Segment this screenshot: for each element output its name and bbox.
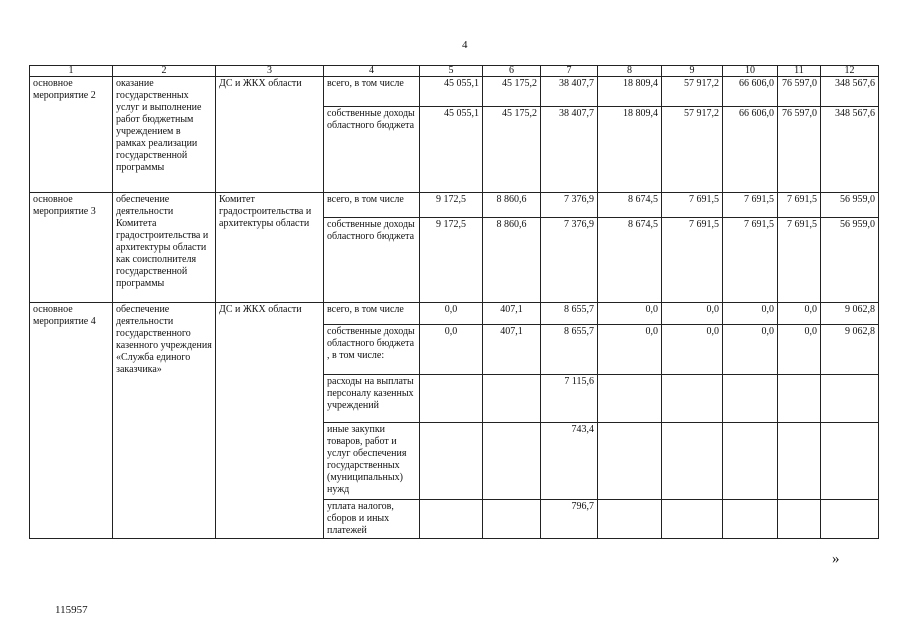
cell-value: 0,0 bbox=[723, 325, 778, 375]
cell-executor: Комитет градостроительства и архитектуры области bbox=[216, 193, 324, 303]
cell-name: обеспечение деятельности Комитета градостроительства и архитектуры области как соисполнителя государственной программы bbox=[113, 193, 216, 303]
cell-value: 7 376,9 bbox=[541, 193, 598, 218]
cell-value: 348 567,6 bbox=[821, 77, 879, 107]
header-cell: 8 bbox=[598, 66, 662, 77]
table-row bbox=[30, 303, 879, 325]
cell-value: 8 860,6 bbox=[483, 193, 541, 218]
cell-value bbox=[662, 423, 723, 500]
cell-value: 8 655,7 bbox=[541, 325, 598, 375]
cell-funding-source: собственные доходы областного бюджета bbox=[324, 107, 420, 193]
cell-value: 7 691,5 bbox=[778, 218, 821, 303]
cell-value bbox=[420, 375, 483, 423]
cell-value: 57 917,2 bbox=[662, 107, 723, 193]
header-cell: 1 bbox=[30, 66, 113, 77]
table-row bbox=[30, 193, 879, 218]
header-cell: 4 bbox=[324, 66, 420, 77]
cell-name: обеспечение деятельности государственного казенного учреждения «Служба единого заказчика» bbox=[113, 303, 216, 539]
cell-funding-source: собственные доходы областного бюджета bbox=[324, 218, 420, 303]
header-cell: 7 bbox=[541, 66, 598, 77]
cell-value: 0,0 bbox=[662, 325, 723, 375]
cell-value: 76 597,0 bbox=[778, 77, 821, 107]
cell-value bbox=[662, 375, 723, 423]
cell-value bbox=[483, 375, 541, 423]
cell-value: 8 860,6 bbox=[483, 218, 541, 303]
cell-value: 796,7 bbox=[541, 500, 598, 539]
cell-value: 7 115,6 bbox=[541, 375, 598, 423]
cell-value: 0,0 bbox=[778, 325, 821, 375]
cell-value: 743,4 bbox=[541, 423, 598, 500]
cell-value: 18 809,4 bbox=[598, 77, 662, 107]
cell-value: 56 959,0 bbox=[821, 193, 879, 218]
cell-value: 407,1 bbox=[483, 325, 541, 375]
cell-value: 8 674,5 bbox=[598, 218, 662, 303]
cell-value bbox=[821, 500, 879, 539]
table-body bbox=[30, 66, 879, 539]
cell-value: 0,0 bbox=[598, 303, 662, 325]
cell-executor: ДС и ЖКХ области bbox=[216, 303, 324, 539]
table-row bbox=[30, 77, 879, 107]
cell-value bbox=[483, 500, 541, 539]
cell-value: 8 674,5 bbox=[598, 193, 662, 218]
cell-funding-source: собственные доходы областного бюджета , в том числе: bbox=[324, 325, 420, 375]
cell-value: 8 655,7 bbox=[541, 303, 598, 325]
cell-value bbox=[778, 375, 821, 423]
cell-value bbox=[420, 423, 483, 500]
cell-value bbox=[723, 375, 778, 423]
cell-value: 0,0 bbox=[778, 303, 821, 325]
cell-funding-source: расходы на выплаты персоналу казенных учреждений bbox=[324, 375, 420, 423]
cell-name: оказание государственных услуг и выполнение работ бюджетным учреждением в рамках реализации государственной программы bbox=[113, 77, 216, 193]
header-cell: 6 bbox=[483, 66, 541, 77]
cell-value: 76 597,0 bbox=[778, 107, 821, 193]
cell-value: 66 606,0 bbox=[723, 107, 778, 193]
cell-value bbox=[723, 500, 778, 539]
header-cell: 9 bbox=[662, 66, 723, 77]
cell-value bbox=[723, 423, 778, 500]
footer-code: 115957 bbox=[55, 604, 88, 616]
cell-event: основное мероприятие 4 bbox=[30, 303, 113, 539]
cell-value bbox=[662, 500, 723, 539]
header-cell: 12 bbox=[821, 66, 879, 77]
cell-value: 7 691,5 bbox=[723, 218, 778, 303]
cell-value: 407,1 bbox=[483, 303, 541, 325]
continuation-mark: » bbox=[832, 551, 840, 567]
cell-value bbox=[821, 375, 879, 423]
cell-funding-source: всего, в том числе bbox=[324, 303, 420, 325]
cell-value: 0,0 bbox=[420, 325, 483, 375]
cell-value: 7 691,5 bbox=[778, 193, 821, 218]
cell-value: 0,0 bbox=[662, 303, 723, 325]
cell-value: 0,0 bbox=[723, 303, 778, 325]
cell-value bbox=[821, 423, 879, 500]
cell-value: 9 172,5 bbox=[420, 193, 483, 218]
cell-value bbox=[598, 500, 662, 539]
cell-value: 7 691,5 bbox=[662, 218, 723, 303]
cell-executor: ДС и ЖКХ области bbox=[216, 77, 324, 193]
cell-value: 57 917,2 bbox=[662, 77, 723, 107]
cell-value: 56 959,0 bbox=[821, 218, 879, 303]
cell-value: 0,0 bbox=[598, 325, 662, 375]
cell-event: основное мероприятие 3 bbox=[30, 193, 113, 303]
cell-value bbox=[778, 423, 821, 500]
cell-value bbox=[778, 500, 821, 539]
cell-funding-source: иные закупки товаров, работ и услуг обеспечения государственных (муниципальных) нужд bbox=[324, 423, 420, 500]
header-cell: 2 bbox=[113, 66, 216, 77]
header-cell: 10 bbox=[723, 66, 778, 77]
header-cell: 3 bbox=[216, 66, 324, 77]
header-cell: 5 bbox=[420, 66, 483, 77]
cell-value bbox=[483, 423, 541, 500]
cell-value: 38 407,7 bbox=[541, 107, 598, 193]
page-number: 4 bbox=[462, 39, 468, 51]
cell-value: 7 691,5 bbox=[662, 193, 723, 218]
cell-funding-source: всего, в том числе bbox=[324, 77, 420, 107]
cell-value: 45 055,1 bbox=[420, 77, 483, 107]
cell-value bbox=[598, 423, 662, 500]
header-cell: 11 bbox=[778, 66, 821, 77]
cell-funding-source: всего, в том числе bbox=[324, 193, 420, 218]
cell-value bbox=[598, 375, 662, 423]
cell-value: 9 062,8 bbox=[821, 325, 879, 375]
cell-value: 38 407,7 bbox=[541, 77, 598, 107]
cell-value: 7 691,5 bbox=[723, 193, 778, 218]
cell-value: 0,0 bbox=[420, 303, 483, 325]
cell-value: 9 062,8 bbox=[821, 303, 879, 325]
cell-value: 45 175,2 bbox=[483, 107, 541, 193]
header-row bbox=[30, 66, 879, 77]
cell-funding-source: уплата налогов, сборов и иных платежей bbox=[324, 500, 420, 539]
cell-value: 9 172,5 bbox=[420, 218, 483, 303]
cell-value: 45 055,1 bbox=[420, 107, 483, 193]
budget-table bbox=[29, 65, 879, 539]
cell-value: 66 606,0 bbox=[723, 77, 778, 107]
cell-value: 348 567,6 bbox=[821, 107, 879, 193]
cell-value: 18 809,4 bbox=[598, 107, 662, 193]
cell-event: основное мероприятие 2 bbox=[30, 77, 113, 193]
cell-value bbox=[420, 500, 483, 539]
cell-value: 45 175,2 bbox=[483, 77, 541, 107]
cell-value: 7 376,9 bbox=[541, 218, 598, 303]
